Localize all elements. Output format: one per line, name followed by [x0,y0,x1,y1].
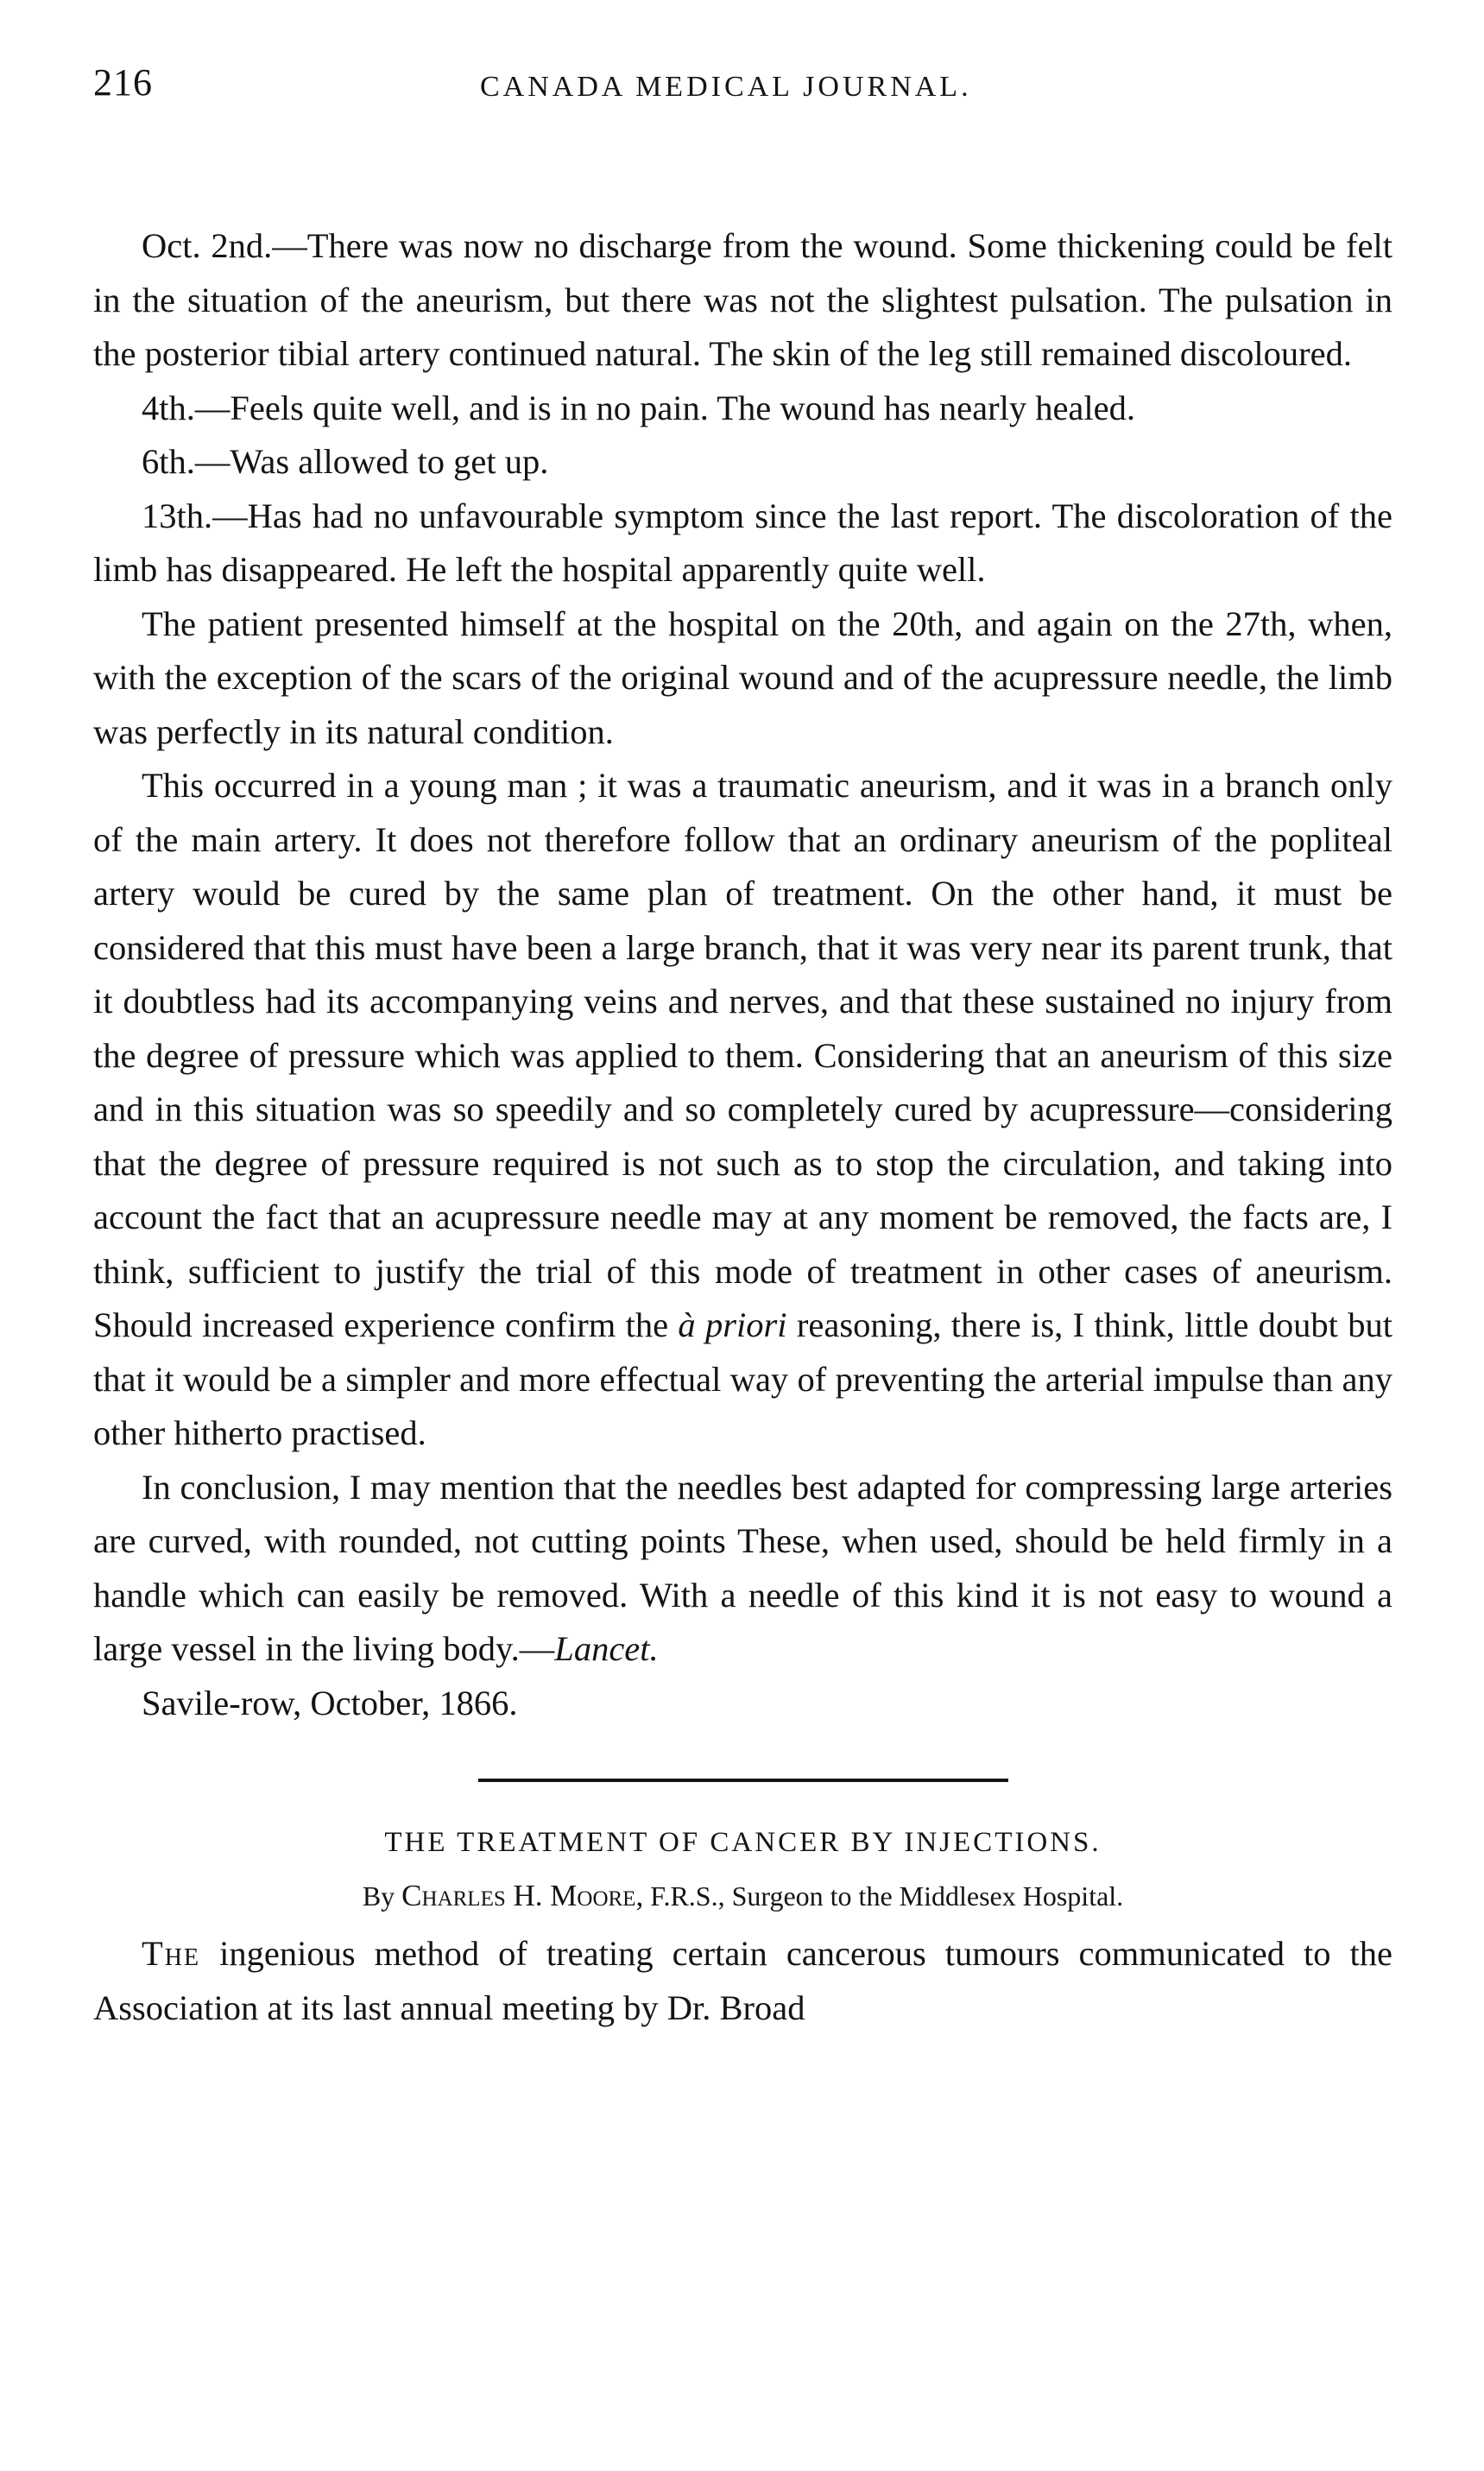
byline-prefix: By [362,1880,395,1912]
page-number: 216 [93,61,153,104]
page-header [93,60,1392,130]
paragraph-oct-2nd: Oct. 2nd.—There was now no discharge from the wound. Some thickening could be felt in the situation of the aneurism, but there was not the slightest pulsation. The pulsation in the posterior tibial artery continued natural. The skin of the leg still remained discoloured. [93,226,1392,373]
paragraph-text: In conclusion, I may mention that the needles best adapted for compressing large arteries are curved, with rounded, not cutting points These, when used, should be held firmly in a handle which can easily be removed. With a needle of this kind it is not easy to wound a large vessel in the living body.— [93,1467,1392,1668]
article-title: THE TREATMENT OF CANCER BY INJECTIONS. [384,1827,1102,1858]
article-opening [93,1927,1392,2035]
paragraph-opening [93,1927,1392,2035]
paragraph-patient-presented: The patient presented himself at the hospital on the 20th, and again on the 27th, when, with the exception of the scars of the original wound and of the acupressure needle, the limb was perfectly in its natural condition. [93,604,1392,751]
signoff: Savile-row, October, 1866. [142,1683,518,1722]
paragraph-text: ingenious method of treating certain cancerous tumours communicated to the Association at its last annual meeting by Dr. Broad [93,1934,1392,2027]
author-name: Charles H. Moore, [401,1879,644,1912]
source-citation: Lancet. [554,1629,659,1668]
running-head: CANADA MEDICAL JOURNAL. [480,71,972,103]
paragraph-4th: 4th.—Feels quite well, and is in no pain. The wound has nearly healed. [142,388,1136,427]
italic-phrase: à priori [678,1305,787,1344]
section-divider [478,1779,1008,1782]
paragraph-conclusion [93,1461,1392,1677]
paragraph-text: reasoning, there is, I think, little doubt but that it would be a simpler and more effectual way of preventing the arterial impulse than any other hitherto practised. [93,1305,1393,1452]
article-body [93,219,1392,1730]
byline [93,1870,1392,1922]
paragraph-text: This occurred in a young man ; it was a traumatic aneurism, and it was in a branch only of the main artery. It does not therefore follow that an ordinary aneurism of the popliteal artery would be cured by the same plan of treatment. On the other hand, it must be considered that this must have been a large branch, that it was very near its parent trunk, that it doubtless had its accompanying veins and nerves, and that these sustained no injury from the degree of pressure which was applied to them. Considering that an aneurism of this size and in this situation was so speedily and so completely cured by acupressure—considering that the degree of pressure required is not such as to stop the circulation, and taking into account the fact that an acupressure needle may at any moment be removed, the facts are, I think, sufficient to justify the trial of this mode of treatment in other cases of aneurism. Should increased experience confirm the [93,766,1392,1344]
paragraph-13th: 13th.—Has had no unfavourable symptom since the last report. The discoloration of the limb has disappeared. He left the hospital apparently quite well. [93,496,1392,589]
paragraph-young-man [93,759,1392,1461]
paragraph-6th: 6th.—Was allowed to get up. [142,442,549,481]
page [93,60,1392,2035]
author-affiliation: F.R.S., Surgeon to the Middlesex Hospital. [650,1880,1124,1912]
first-word: The [142,1934,201,1973]
